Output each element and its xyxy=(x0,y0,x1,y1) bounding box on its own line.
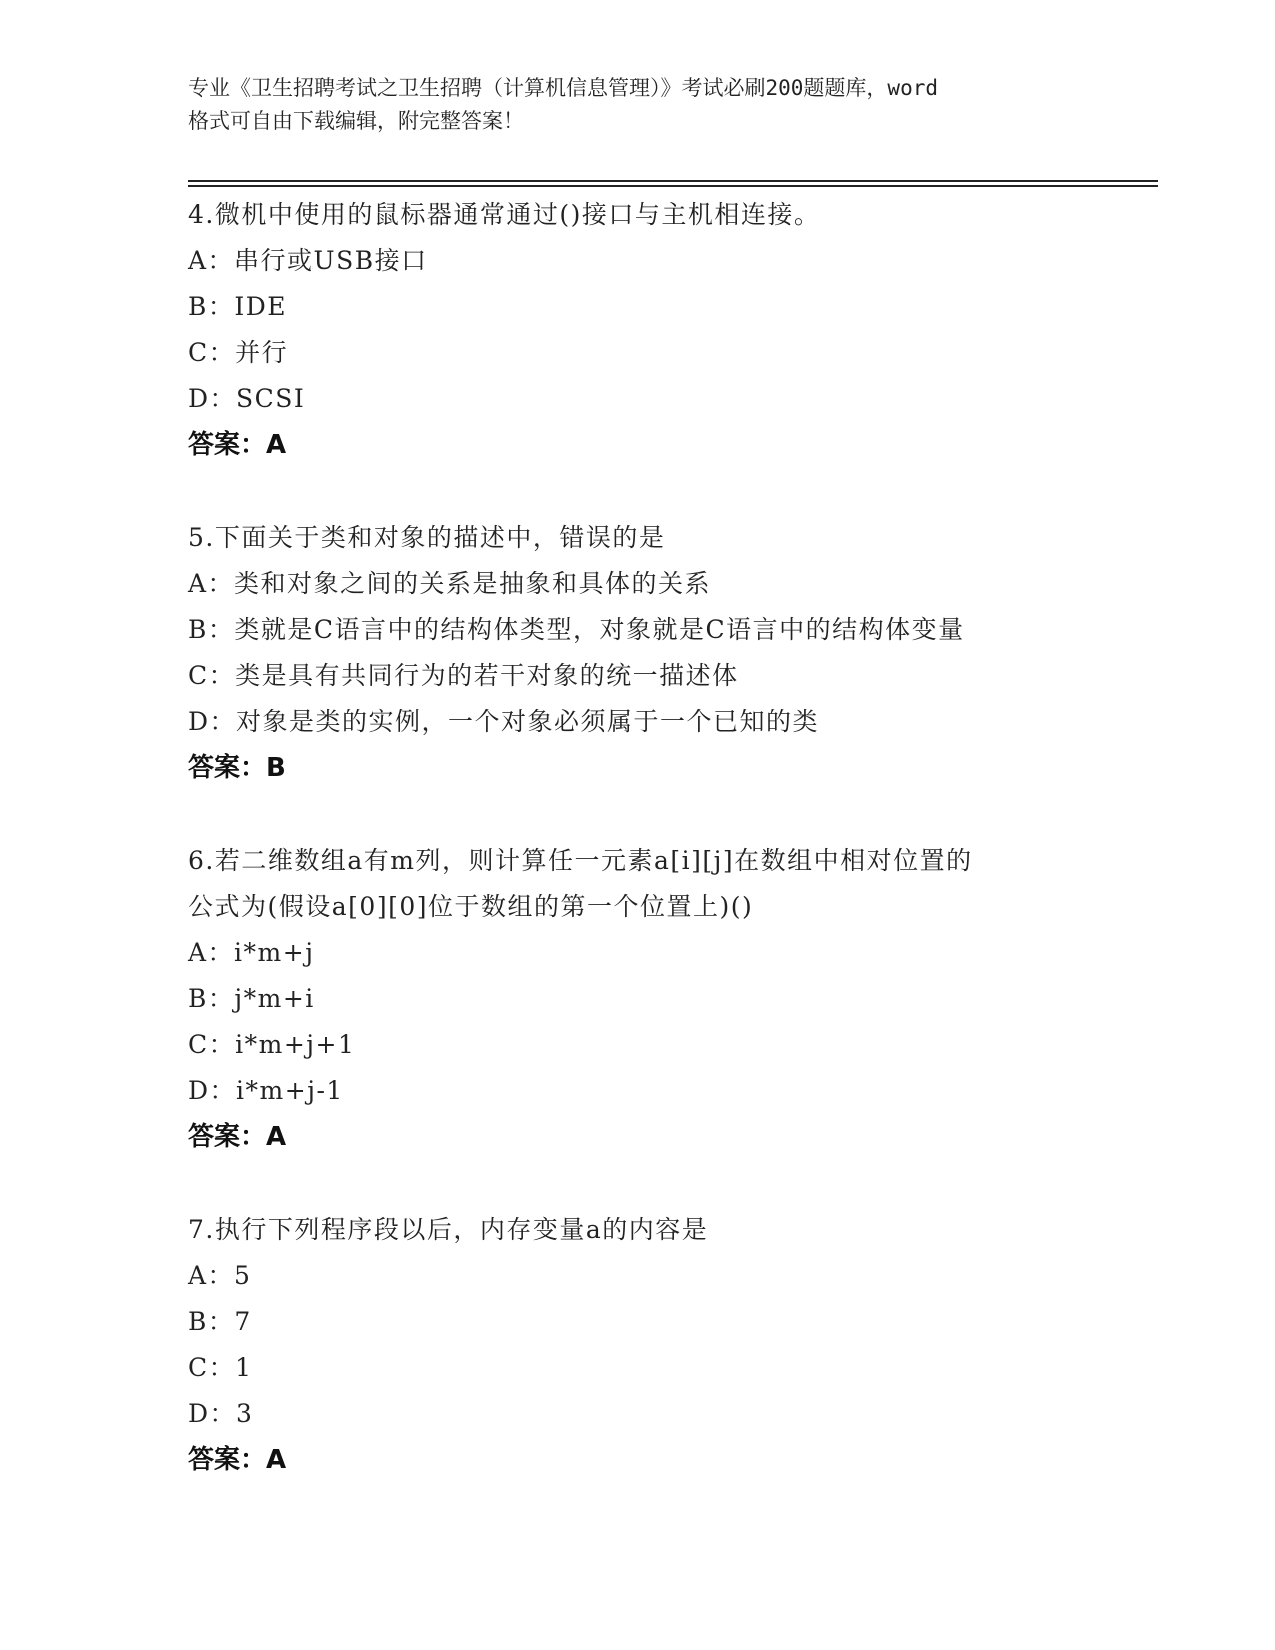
option-a: A：i*m+j xyxy=(188,938,315,967)
option-b: B：IDE xyxy=(188,292,288,321)
answer-line: 答案：A xyxy=(188,1445,287,1475)
option-a: A：5 xyxy=(188,1261,252,1290)
option-c: C：并行 xyxy=(188,338,289,367)
question-block xyxy=(188,515,1158,791)
option-d: D：对象是类的实例，一个对象必须属于一个已知的类 xyxy=(188,707,820,736)
question-stem: 5.下面关于类和对象的描述中，错误的是 xyxy=(188,523,666,552)
option-b: B：j*m+i xyxy=(188,984,315,1013)
question-block xyxy=(188,1207,1158,1483)
option-d: D：i*m+j-1 xyxy=(188,1076,344,1105)
option-b: B：类就是C语言中的结构体类型，对象就是C语言中的结构体变量 xyxy=(188,615,965,644)
option-b: B：7 xyxy=(188,1307,252,1336)
option-d: D：SCSI xyxy=(188,384,306,413)
header-divider-bottom xyxy=(188,185,1158,187)
option-c: C：1 xyxy=(188,1353,253,1382)
header-line-1: 专业《卫生招聘考试之卫生招聘（计算机信息管理）》考试必刷200题题库，word xyxy=(188,76,938,100)
header-line-2: 格式可自由下载编辑，附完整答案！ xyxy=(188,109,524,133)
option-c: C：类是具有共同行为的若干对象的统一描述体 xyxy=(188,661,739,690)
option-d: D：3 xyxy=(188,1399,254,1428)
option-c: C：i*m+j+1 xyxy=(188,1030,356,1059)
option-a: A：串行或USB接口 xyxy=(188,246,428,275)
question-stem: 4.微机中使用的鼠标器通常通过()接口与主机相连接。 xyxy=(188,200,821,229)
option-a: A：类和对象之间的关系是抽象和具体的关系 xyxy=(188,569,712,598)
answer-line: 答案：A xyxy=(188,430,287,460)
question-block xyxy=(188,838,1158,1160)
document-header xyxy=(188,72,1088,138)
question-block xyxy=(188,192,1158,468)
header-divider-top xyxy=(188,180,1158,182)
answer-line: 答案：B xyxy=(188,753,286,783)
question-list xyxy=(188,192,1158,1530)
question-stem-continued: 公式为(假设a[0][0]位于数组的第一个位置上)() xyxy=(188,892,754,921)
question-stem: 7.执行下列程序段以后，内存变量a的内容是 xyxy=(188,1215,709,1244)
question-stem: 6.若二维数组a有m列，则计算任一元素a[i][j]在数组中相对位置的 xyxy=(188,846,973,875)
answer-line: 答案：A xyxy=(188,1122,287,1152)
